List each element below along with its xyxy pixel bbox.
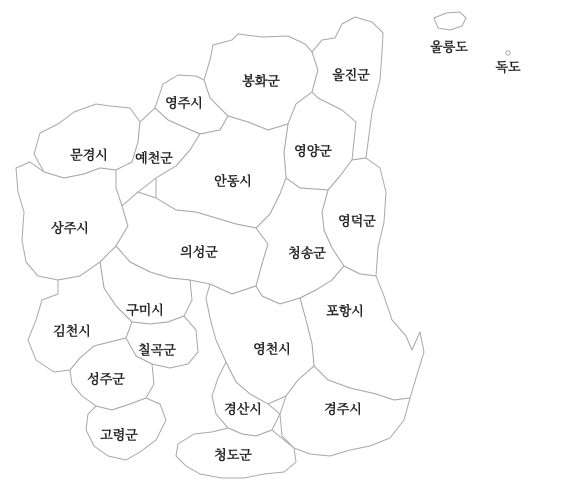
label-yeongju: 영주시 bbox=[165, 96, 203, 112]
label-cheongdo: 청도군 bbox=[214, 448, 252, 464]
label-pohang: 포항시 bbox=[326, 304, 364, 320]
label-dokdo: 독도 bbox=[495, 60, 521, 76]
label-yecheon: 예천군 bbox=[135, 151, 173, 167]
label-gyeongju: 경주시 bbox=[324, 402, 362, 418]
label-cheongsong: 청송군 bbox=[288, 246, 326, 262]
label-yeongdeok: 영덕군 bbox=[338, 214, 376, 230]
label-gumi: 구미시 bbox=[126, 303, 164, 319]
label-goryeong: 고령군 bbox=[100, 428, 138, 444]
region-ulleung[interactable] bbox=[434, 12, 466, 30]
label-mungyeong: 문경시 bbox=[70, 148, 108, 164]
label-gyeongsan: 경산시 bbox=[224, 402, 262, 418]
label-uiseong: 의성군 bbox=[180, 245, 218, 261]
label-seongju: 성주군 bbox=[87, 372, 125, 388]
region-dokdo[interactable] bbox=[506, 51, 510, 55]
label-gimcheon: 김천시 bbox=[53, 324, 91, 340]
label-sangju: 상주시 bbox=[51, 221, 89, 237]
label-chilgok: 칠곡군 bbox=[138, 343, 176, 359]
label-yeongcheon: 영천시 bbox=[253, 342, 291, 358]
label-ulleung: 울릉도 bbox=[430, 40, 468, 56]
label-andong: 안동시 bbox=[214, 174, 252, 190]
label-bonghwa: 봉화군 bbox=[242, 74, 280, 90]
label-uljin: 울진군 bbox=[332, 68, 370, 84]
label-yeongyang: 영양군 bbox=[294, 144, 332, 160]
